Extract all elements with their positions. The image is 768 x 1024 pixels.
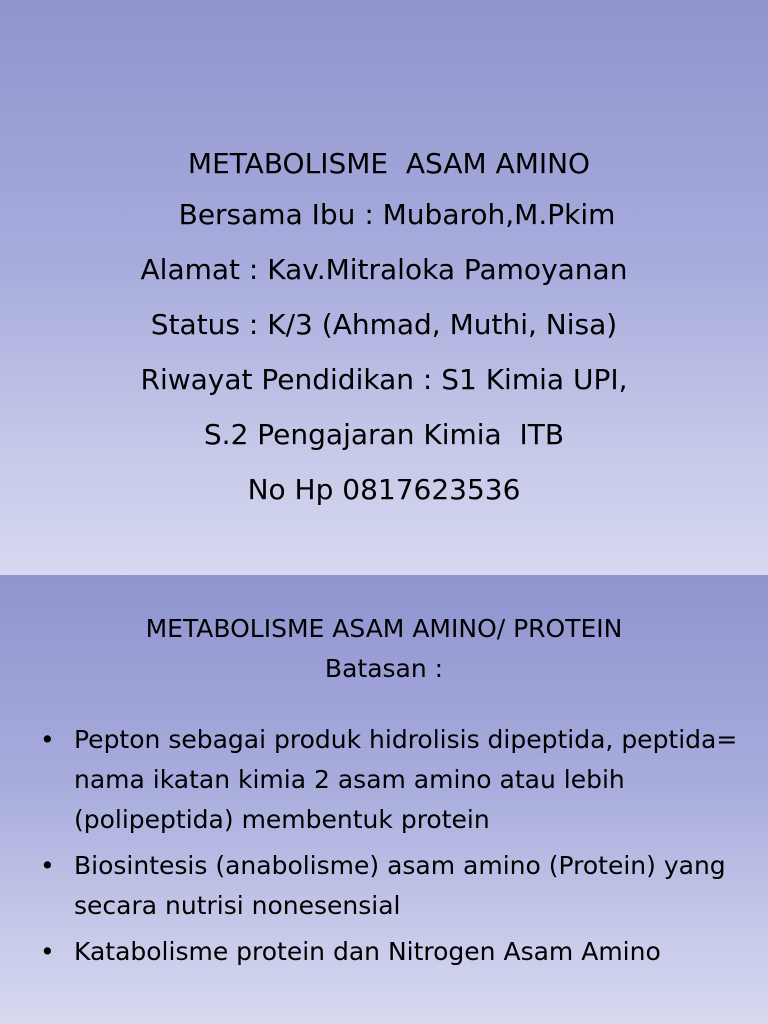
slide-1-title: METABOLISME ASAM AMINO xyxy=(187,147,591,180)
bullet-text: Katabolisme protein dan Nitrogen Asam Amino xyxy=(74,937,661,966)
bullet-icon: • xyxy=(40,937,55,966)
education-line-1: Riwayat Pendidikan : S1 Kimia UPI, xyxy=(140,363,628,396)
bullet-icon: • xyxy=(40,725,55,754)
status-line: Status : K/3 (Ahmad, Muthi, Nisa) xyxy=(150,308,618,341)
list-item xyxy=(38,720,748,840)
slide-2-subtitle: Batasan : xyxy=(324,654,444,683)
phone-line: No Hp 0817623536 xyxy=(247,473,521,506)
list-item xyxy=(38,932,748,972)
slide-2 xyxy=(0,575,768,1024)
bullet-list xyxy=(38,720,748,978)
bullet-text: Biosintesis (anabolisme) asam amino (Protein) yang secara nutrisi nonesensial xyxy=(74,851,726,920)
bullet-text: Pepton sebagai produk hidrolisis dipeptida, peptida= nama ikatan kimia 2 asam amino atau lebih (polipeptida) membentuk protein xyxy=(74,725,738,834)
bullet-icon: • xyxy=(40,851,55,880)
address-line: Alamat : Kav.Mitraloka Pamoyanan xyxy=(140,253,628,286)
lecturer-line: Bersama Ibu : Mubaroh,M.Pkim xyxy=(178,198,616,231)
list-item xyxy=(38,846,748,926)
slide-2-title: METABOLISME ASAM AMINO/ PROTEIN xyxy=(145,614,623,643)
education-line-2: S.2 Pengajaran Kimia ITB xyxy=(203,418,565,451)
slide-1-body xyxy=(0,194,768,524)
